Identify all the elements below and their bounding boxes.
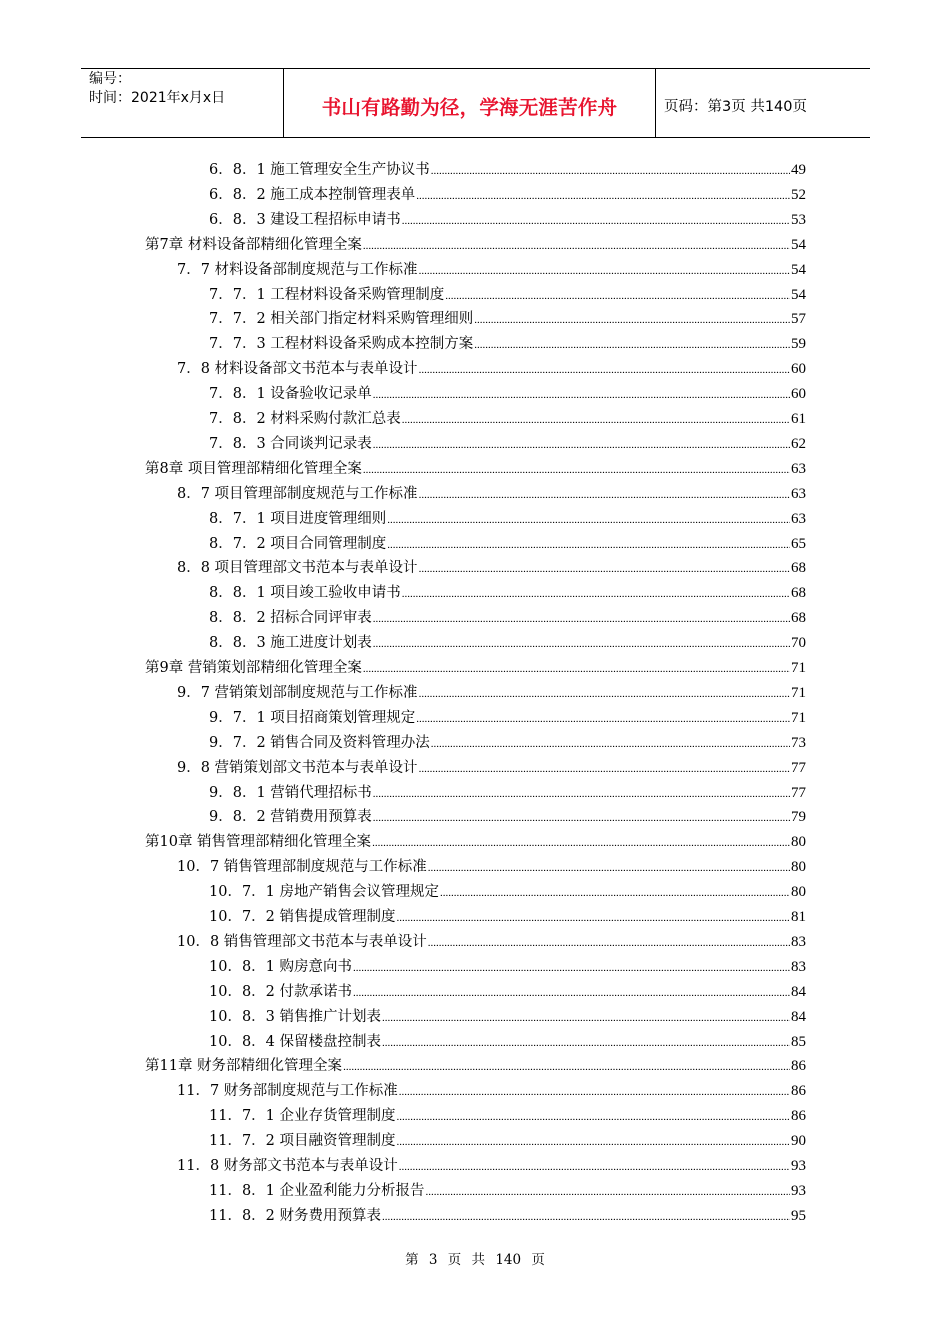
toc-entry[interactable] [209, 184, 806, 206]
toc-entry-page: 86 [791, 1108, 806, 1124]
toc-dot-leader [419, 683, 790, 705]
toc-entry-title: 6．8．2 施工成本控制管理表单 [209, 187, 416, 203]
toc-entry-page: 81 [791, 909, 806, 925]
toc-entry-title: 9．7．2 销售合同及资料管理办法 [209, 735, 430, 751]
toc-dot-leader [431, 733, 790, 755]
toc-dot-leader [402, 409, 790, 431]
toc-entry[interactable] [209, 308, 806, 330]
toc-entry[interactable] [209, 508, 806, 530]
page-footer: 第 3 页 共 140 页 [405, 1252, 545, 1268]
toc-entry-title: 11．7．2 项目融资管理制度 [209, 1133, 396, 1149]
toc-dot-leader [397, 1106, 790, 1128]
toc-dot-leader [419, 359, 790, 381]
toc-entry-title: 8．8．2 招标合同评审表 [209, 610, 372, 626]
toc-entry-page: 62 [791, 436, 806, 452]
toc-entry[interactable] [177, 757, 806, 779]
toc-entry[interactable] [145, 831, 806, 853]
toc-entry-page: 70 [791, 635, 806, 651]
toc-entry[interactable] [177, 557, 806, 579]
toc-entry[interactable] [209, 1180, 806, 1202]
toc-entry-page: 60 [791, 361, 806, 377]
toc-dot-leader [474, 309, 790, 331]
toc-entry-title: 7．7．1 工程材料设备采购管理制度 [209, 287, 445, 303]
toc-entry-title: 第11章 财务部精细化管理全案 [145, 1058, 343, 1074]
toc-entry-title: 第10章 销售管理部精细化管理全案 [145, 834, 372, 850]
toc-entry-page: 52 [791, 187, 806, 203]
toc-entry[interactable] [209, 981, 806, 1003]
toc-entry-title: 7．7．2 相关部门指定材料采购管理细则 [209, 311, 474, 327]
toc-entry-page: 93 [791, 1183, 806, 1199]
toc-entry-title: 11．8．1 企业盈利能力分析报告 [209, 1183, 425, 1199]
toc-entry[interactable] [209, 1031, 806, 1053]
toc-dot-leader [373, 633, 790, 655]
toc-entry-title: 10．8．2 付款承诺书 [209, 984, 353, 1000]
toc-entry-title: 6．8．1 施工管理安全生产协议书 [209, 162, 430, 178]
toc-entry-page: 93 [791, 1158, 806, 1174]
toc-entry-page: 49 [791, 162, 806, 178]
toc-dot-leader [363, 658, 790, 680]
document-time-label: 时间：2021年x月x日 [89, 90, 226, 106]
header-motto-cell [283, 69, 656, 137]
toc-dot-leader [399, 1081, 790, 1103]
toc-entry-page: 59 [791, 336, 806, 352]
toc-entry-page: 63 [791, 511, 806, 527]
toc-entry-title: 第7章 材料设备部精细化管理全案 [145, 237, 362, 253]
toc-dot-leader [416, 185, 790, 207]
toc-entry[interactable] [209, 806, 806, 828]
toc-entry-page: 63 [791, 461, 806, 477]
toc-entry[interactable] [145, 234, 806, 256]
toc-entry-title: 10．8 销售管理部文书范本与表单设计 [177, 934, 427, 950]
toc-dot-leader [343, 1056, 790, 1078]
toc-entry-title: 10．8．3 销售推广计划表 [209, 1009, 382, 1025]
toc-entry-title: 8．8．3 施工进度计划表 [209, 635, 372, 651]
toc-entry[interactable] [145, 458, 806, 480]
toc-entry-page: 71 [791, 685, 806, 701]
toc-entry-page: 86 [791, 1083, 806, 1099]
toc-entry[interactable] [209, 881, 806, 903]
toc-entry-page: 84 [791, 1009, 806, 1025]
toc-entry-page: 61 [791, 411, 806, 427]
toc-entry-title: 9．8．2 营销费用预算表 [209, 809, 372, 825]
toc-entry-page: 57 [791, 311, 806, 327]
toc-entry-title: 8．7．2 项目合同管理制度 [209, 536, 387, 552]
toc-entry-title: 8．8．1 项目竣工验收申请书 [209, 585, 401, 601]
toc-dot-leader [419, 558, 790, 580]
toc-entry[interactable] [209, 707, 806, 729]
toc-entry-title: 7．8．3 合同谈判记录表 [209, 436, 372, 452]
toc-entry-page: 77 [791, 760, 806, 776]
toc-entry-title: 11．8．2 财务费用预算表 [209, 1208, 382, 1224]
toc-dot-leader [387, 534, 790, 556]
toc-entry-page: 71 [791, 710, 806, 726]
toc-entry[interactable] [177, 1155, 806, 1177]
toc-dot-leader [428, 932, 790, 954]
toc-entry[interactable] [177, 682, 806, 704]
toc-entry[interactable] [177, 259, 806, 281]
toc-dot-leader [373, 807, 790, 829]
toc-dot-leader [363, 235, 790, 257]
toc-entry-title: 9．7．1 项目招商策划管理规定 [209, 710, 416, 726]
toc-dot-leader [474, 334, 790, 356]
toc-dot-leader [353, 957, 790, 979]
toc-entry-page: 63 [791, 486, 806, 502]
toc-dot-leader [440, 882, 790, 904]
toc-entry-page: 53 [791, 212, 806, 228]
toc-entry[interactable] [209, 383, 806, 405]
toc-entry[interactable] [209, 284, 806, 306]
toc-entry[interactable] [209, 607, 806, 629]
toc-entry-page: 83 [791, 934, 806, 950]
toc-dot-leader [445, 285, 790, 307]
toc-entry[interactable] [209, 1130, 806, 1152]
toc-entry[interactable] [145, 657, 806, 679]
toc-dot-leader [387, 509, 790, 531]
toc-dot-leader [382, 1206, 790, 1228]
toc-dot-leader [373, 434, 790, 456]
toc-dot-leader [402, 583, 790, 605]
toc-dot-leader [353, 982, 790, 1004]
toc-entry-title: 9．8 营销策划部文书范本与表单设计 [177, 760, 418, 776]
toc-entry-title: 9．7 营销策划部制度规范与工作标准 [177, 685, 418, 701]
header-meta [81, 69, 283, 137]
toc-entry-title: 9．8．1 营销代理招标书 [209, 785, 372, 801]
toc-dot-leader [426, 1181, 790, 1203]
toc-entry[interactable] [209, 582, 806, 604]
toc-entry-page: 71 [791, 660, 806, 676]
toc-entry-title: 10．8．1 购房意向书 [209, 959, 353, 975]
toc-entry-page: 85 [791, 1034, 806, 1050]
toc-dot-leader [419, 484, 790, 506]
toc-entry-page: 77 [791, 785, 806, 801]
toc-entry[interactable] [177, 1080, 806, 1102]
toc-entry[interactable] [209, 159, 806, 181]
toc-entry-title: 第8章 项目管理部精细化管理全案 [145, 461, 362, 477]
toc-entry[interactable] [177, 931, 806, 953]
page-header [81, 68, 870, 138]
toc-dot-leader [373, 783, 790, 805]
document-code-label: 编号： [89, 71, 131, 87]
toc-entry-title: 10．7．1 房地产销售会议管理规定 [209, 884, 440, 900]
toc-dot-leader [419, 758, 790, 780]
toc-dot-leader [397, 907, 790, 929]
header-motto: 书山有路勤为径，学海无涯苦作舟 [321, 95, 618, 119]
toc-entry-title: 第9章 营销策划部精细化管理全案 [145, 660, 362, 676]
toc-entry[interactable] [209, 209, 806, 231]
toc-entry-page: 95 [791, 1208, 806, 1224]
toc-entry-page: 54 [791, 237, 806, 253]
toc-entry-title: 10．7 销售管理部制度规范与工作标准 [177, 859, 427, 875]
toc-dot-leader [372, 832, 790, 854]
toc-entry[interactable] [209, 1205, 806, 1227]
toc-entry-page: 54 [791, 262, 806, 278]
toc-entry[interactable] [209, 1105, 806, 1127]
toc-entry-page: 80 [791, 884, 806, 900]
toc-entry-page: 68 [791, 585, 806, 601]
toc-entry[interactable] [177, 358, 806, 380]
toc-entry-page: 73 [791, 735, 806, 751]
toc-dot-leader [419, 260, 790, 282]
toc-dot-leader [382, 1007, 790, 1029]
toc-entry-title: 7．8．2 材料采购付款汇总表 [209, 411, 401, 427]
toc-entry-page: 65 [791, 536, 806, 552]
toc-entry-title: 6．8．3 建设工程招标申请书 [209, 212, 401, 228]
toc-entry-title: 11．7 财务部制度规范与工作标准 [177, 1083, 398, 1099]
toc-entry-page: 79 [791, 809, 806, 825]
toc-entry[interactable] [209, 333, 806, 355]
toc-dot-leader [402, 210, 790, 232]
toc-dot-leader [428, 857, 790, 879]
header-page-info: 页码：第3页 共140页 [664, 98, 808, 115]
toc-entry-page: 86 [791, 1058, 806, 1074]
toc-dot-leader [382, 1032, 790, 1054]
toc-dot-leader [373, 384, 790, 406]
toc-dot-leader [397, 1131, 790, 1153]
toc-entry-page: 54 [791, 287, 806, 303]
toc-entry-title: 8．7．1 项目进度管理细则 [209, 511, 387, 527]
toc-entry[interactable] [177, 483, 806, 505]
toc-entry-page: 80 [791, 834, 806, 850]
toc-entry-title: 11．7．1 企业存货管理制度 [209, 1108, 396, 1124]
toc-dot-leader [363, 459, 790, 481]
toc-entry-page: 60 [791, 386, 806, 402]
toc-entry-page: 80 [791, 859, 806, 875]
toc-entry-title: 10．8．4 保留楼盘控制表 [209, 1034, 382, 1050]
toc-entry[interactable] [209, 782, 806, 804]
toc-entry[interactable] [209, 533, 806, 555]
toc-entry[interactable] [209, 408, 806, 430]
toc-dot-leader [431, 160, 790, 182]
toc-entry-title: 8．8 项目管理部文书范本与表单设计 [177, 560, 418, 576]
toc-entry-title: 7．7．3 工程材料设备采购成本控制方案 [209, 336, 474, 352]
toc-entry-page: 83 [791, 959, 806, 975]
toc-entry-page: 68 [791, 610, 806, 626]
toc-entry-title: 7．8．1 设备验收记录单 [209, 386, 372, 402]
toc-dot-leader [399, 1156, 790, 1178]
toc-entry[interactable] [209, 1006, 806, 1028]
toc-entry-title: 8．7 项目管理部制度规范与工作标准 [177, 486, 418, 502]
toc-dot-leader [373, 608, 790, 630]
toc-entry-page: 90 [791, 1133, 806, 1149]
toc-entry-page: 68 [791, 560, 806, 576]
toc-dot-leader [416, 708, 790, 730]
toc-entry[interactable] [209, 906, 806, 928]
toc-entry[interactable] [209, 956, 806, 978]
toc-entry[interactable] [209, 632, 806, 654]
toc-entry[interactable] [209, 732, 806, 754]
toc-entry-title: 7．8 材料设备部文书范本与表单设计 [177, 361, 418, 377]
toc-entry-title: 7．7 材料设备部制度规范与工作标准 [177, 262, 418, 278]
toc-entry[interactable] [209, 433, 806, 455]
toc-entry-page: 84 [791, 984, 806, 1000]
toc-entry[interactable] [145, 1055, 806, 1077]
toc-entry-title: 11．8 财务部文书范本与表单设计 [177, 1158, 398, 1174]
toc-entry[interactable] [177, 856, 806, 878]
toc-entry-title: 10．7．2 销售提成管理制度 [209, 909, 396, 925]
